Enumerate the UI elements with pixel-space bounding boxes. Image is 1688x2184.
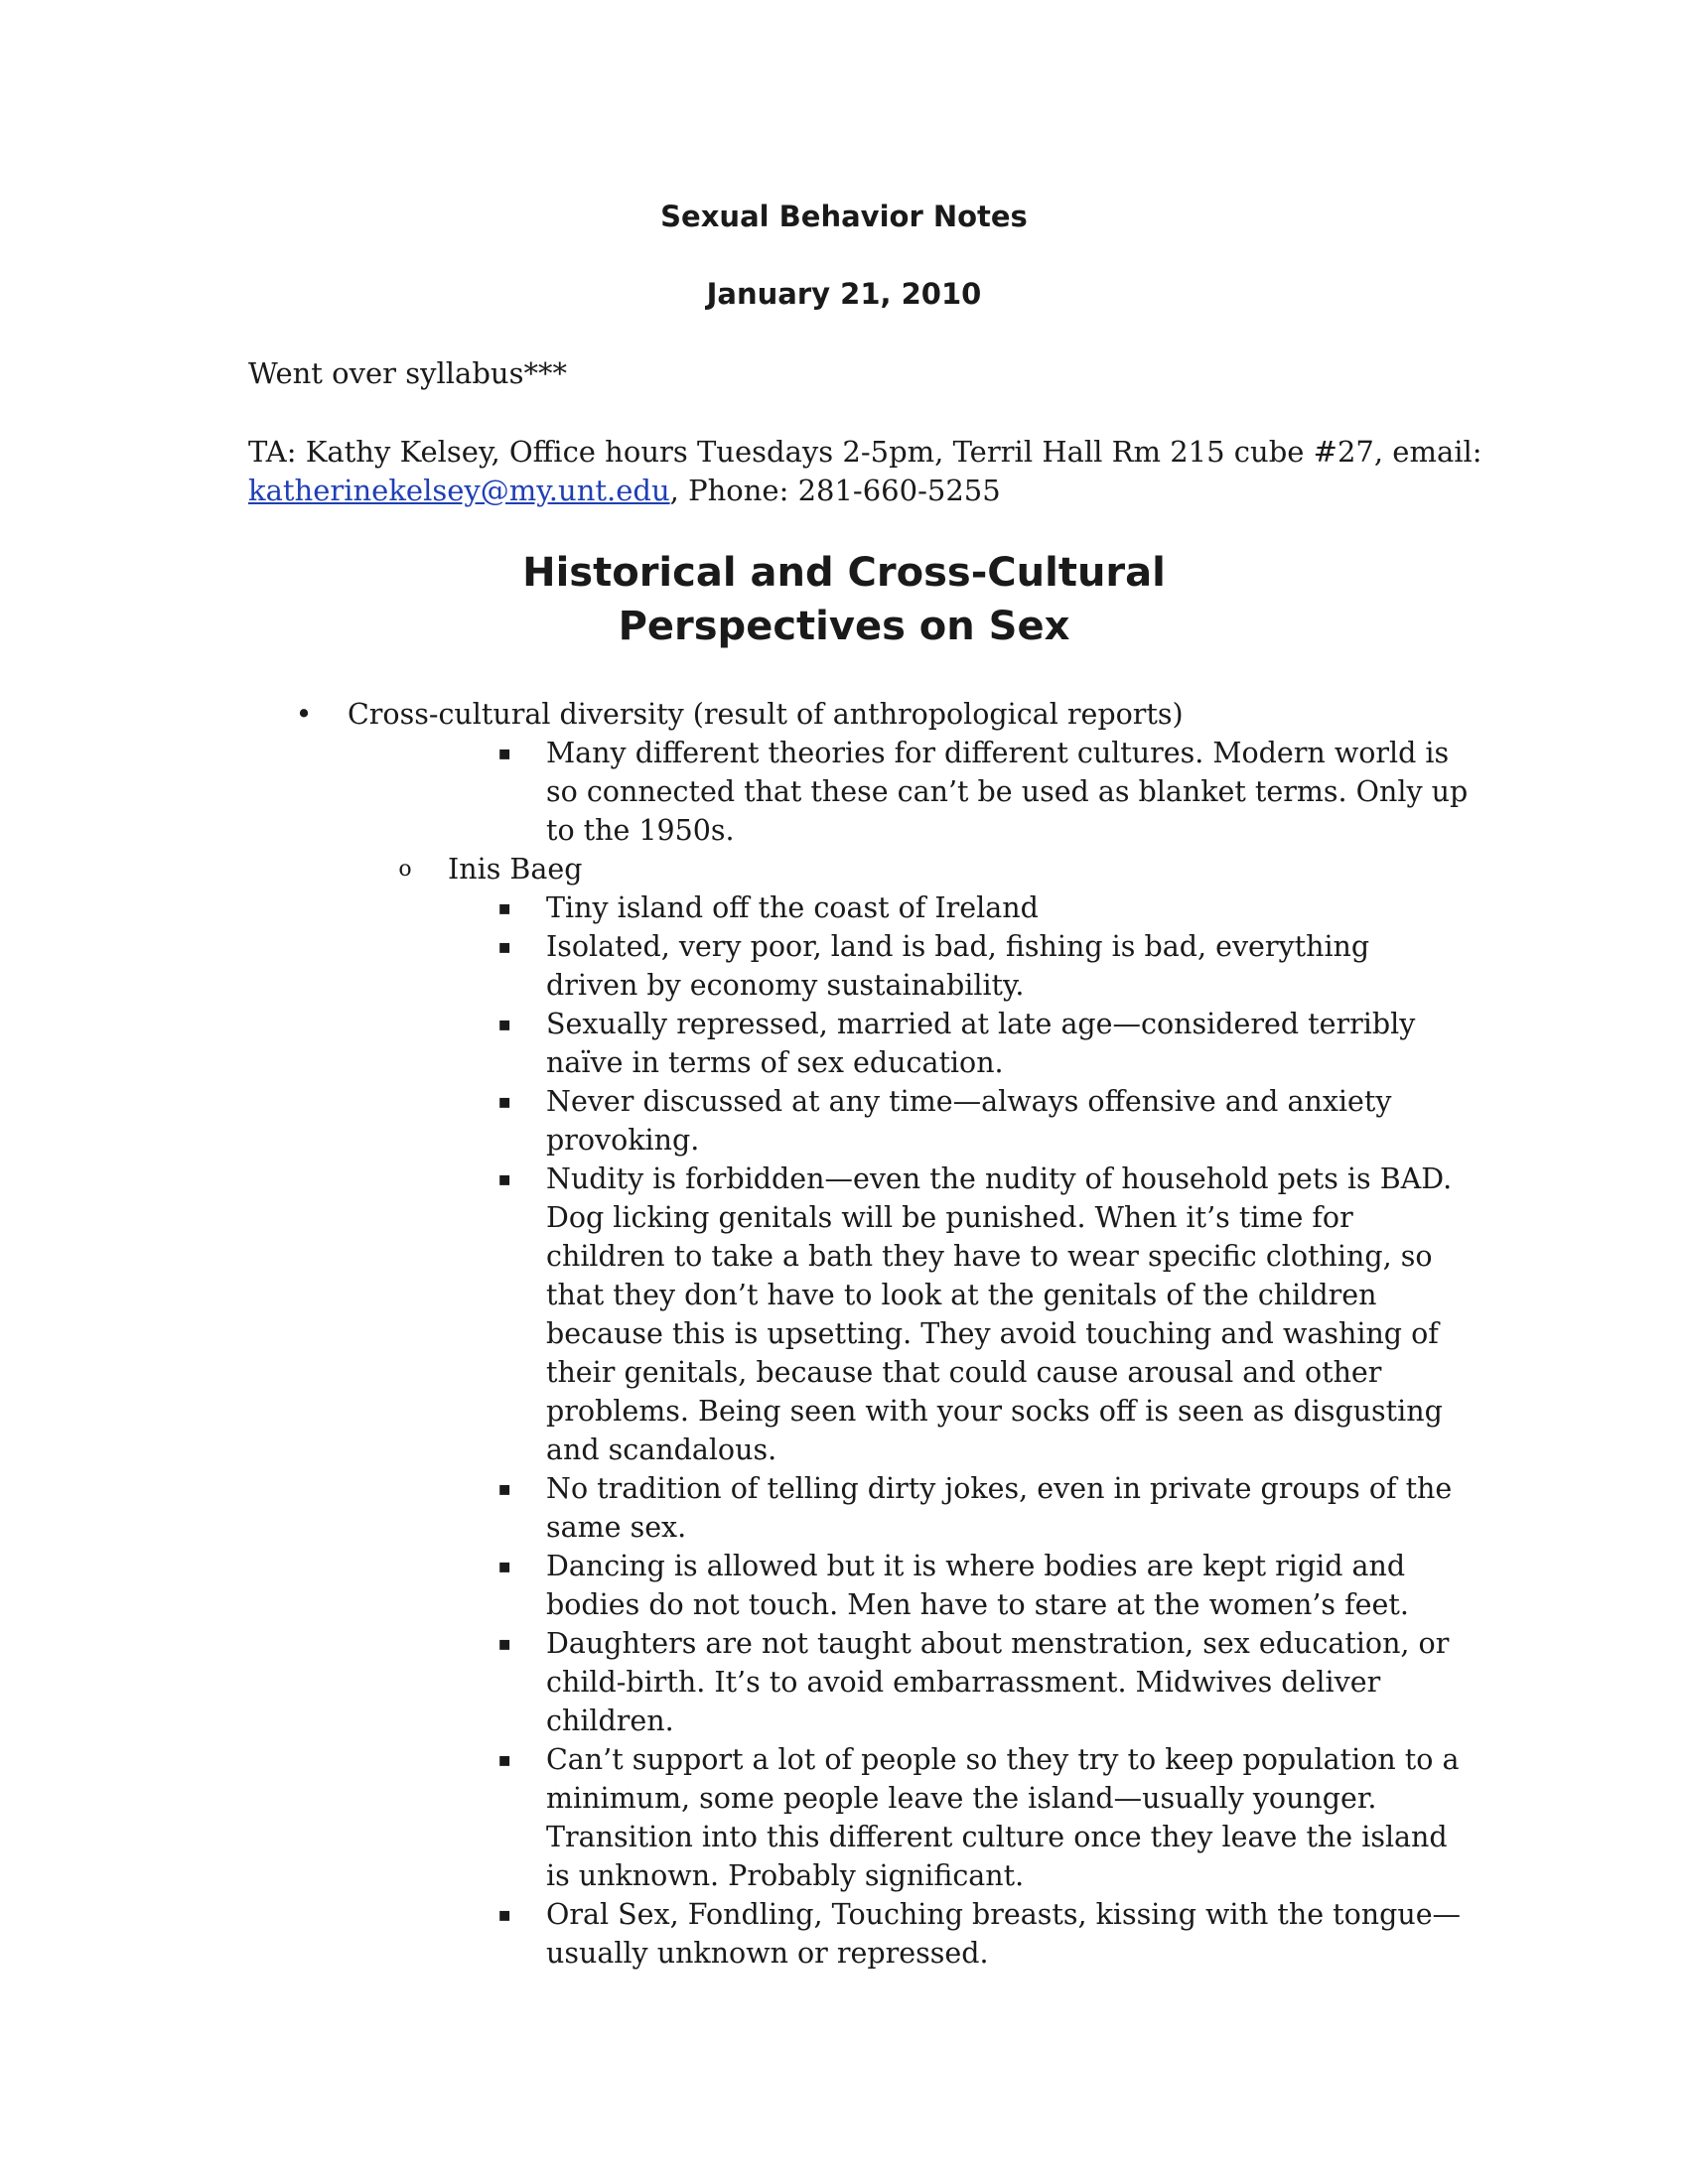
ta-info-line: TA: Kathy Kelsey, Office hours Tuesdays 2-5pm, Terril Hall Rm 215 cube #27, email: [248,435,1482,469]
document-date: January 21, 2010 [706,277,982,311]
bullet-square-icon: ▪ [497,934,511,958]
outline-item [0,1082,1688,1160]
bullet-square-icon: ▪ [497,1631,511,1655]
outline-item-text [546,1082,1391,1160]
outline-item-line: Daughters are not taught about menstration, sex education, or [546,1627,1450,1660]
outline-item-line: Cross-cultural diversity (result of anthropological reports) [348,698,1184,731]
outline-item [0,1547,1688,1624]
outline-item-text [546,1624,1449,1740]
outline-item-line: Dancing is allowed but it is where bodies are kept rigid and [546,1550,1406,1582]
section-heading-line-2: Perspectives on Sex [618,604,1070,649]
outline-item-line: No tradition of telling dirty jokes, even in private groups of the [546,1472,1453,1505]
outline-item-text [448,850,582,888]
bullet-square-icon: ▪ [497,895,511,919]
outline-item [0,850,1688,888]
outline-item-line: bodies do not touch. Men have to stare at the women’s feet. [546,1588,1409,1621]
outline-item-text [546,1895,1461,1973]
outline-item-text [546,1547,1409,1624]
bullet-square-icon: ▪ [497,1012,511,1035]
outline-item [0,1895,1688,1973]
outline-item-line: same sex. [546,1511,687,1544]
outline-item-line: is unknown. Probably significant. [546,1859,1025,1892]
outline-item [0,927,1688,1005]
outline-item-text [546,1005,1415,1082]
bullet-circle-icon: o [398,857,412,882]
outline-item-line: provoking. [546,1124,700,1157]
outline-item-text [546,734,1468,850]
outline-item-line: usually unknown or repressed. [546,1937,989,1970]
ta-email-link[interactable]: katherinekelsey@my.unt.edu [248,474,670,507]
outline-item [0,1469,1688,1547]
ta-contact-line [248,472,1440,510]
outline-item-line: their genitals, because that could cause arousal and other [546,1356,1382,1389]
outline-item-line: to the 1950s. [546,814,735,847]
bullet-square-icon: ▪ [497,741,511,764]
document-title: Sexual Behavior Notes [660,200,1028,233]
outline-item-line: Oral Sex, Fondling, Touching breasts, kissing with the tongue— [546,1898,1462,1931]
outline-item [0,1624,1688,1740]
outline-item-line: Tiny island off the coast of Ireland [546,891,1039,924]
outline-item-line: children to take a bath they have to wear specific clothing, so [546,1240,1433,1273]
outline-item [0,1005,1688,1082]
outline-item-line: Many different theories for different cultures. Modern world is [546,737,1450,769]
bullet-dot-icon: • [295,698,313,731]
outline-item-line: that they don’t have to look at the genitals of the children [546,1279,1377,1311]
outline-item-text [546,1740,1459,1895]
bullet-square-icon: ▪ [497,1089,511,1113]
section-heading-line-1: Historical and Cross-Cultural [522,550,1166,596]
outline-item-line: child-birth. It’s to avoid embarrassment. Midwives deliver [546,1666,1381,1699]
outline-item-line: Inis Baeg [448,853,583,886]
outline-item-line: Nudity is forbidden—even the nudity of household pets is BAD. [546,1162,1453,1195]
outline-item-line: Sexually repressed, married at late age—considered terribly [546,1008,1416,1040]
section-heading [0,546,1688,653]
outline-item-line: driven by economy sustainability. [546,969,1025,1002]
ta-contact-block [248,433,1482,510]
outline-item-line: problems. Being seen with your socks off is seen as disgusting [546,1395,1443,1428]
outline-item-line: naïve in terms of sex education. [546,1046,1004,1079]
outline-item-text [546,927,1369,1005]
outline-item-text [546,1469,1452,1547]
outline-item [0,734,1688,850]
syllabus-note: Went over syllabus*** [248,356,567,390]
outline-item-text [348,695,1184,734]
bullet-square-icon: ▪ [497,1166,511,1190]
outline-item-line: Can’t support a lot of people so they try to keep population to a [546,1743,1460,1776]
outline-item-line: Dog licking genitals will be punished. When it’s time for [546,1201,1353,1234]
ta-phone: , Phone: 281-660-5255 [669,474,1001,507]
outline-item-line: children. [546,1705,674,1737]
bullet-square-icon: ▪ [497,1476,511,1500]
outline-item-line: and scandalous. [546,1433,777,1466]
outline-item-line: Transition into this different culture once they leave the island [546,1821,1448,1853]
outline-item-line: so connected that these can’t be used as blanket terms. Only up [546,775,1469,808]
outline-item-line: because this is upsetting. They avoid touching and washing of [546,1317,1439,1350]
outline-item [0,888,1688,927]
bullet-square-icon: ▪ [497,1554,511,1577]
outline-item [0,1160,1688,1469]
notes-outline [0,695,1688,1973]
outline-item-line: Never discussed at any time—always offensive and anxiety [546,1085,1392,1118]
bullet-square-icon: ▪ [497,1902,511,1926]
outline-item-text [546,1160,1452,1469]
outline-item [0,1740,1688,1895]
outline-item-text [546,888,1039,927]
outline-item [0,695,1688,734]
outline-item-line: minimum, some people leave the island—usually younger. [546,1782,1377,1815]
bullet-square-icon: ▪ [497,1747,511,1771]
outline-item-line: Isolated, very poor, land is bad, fishing is bad, everything [546,930,1370,963]
